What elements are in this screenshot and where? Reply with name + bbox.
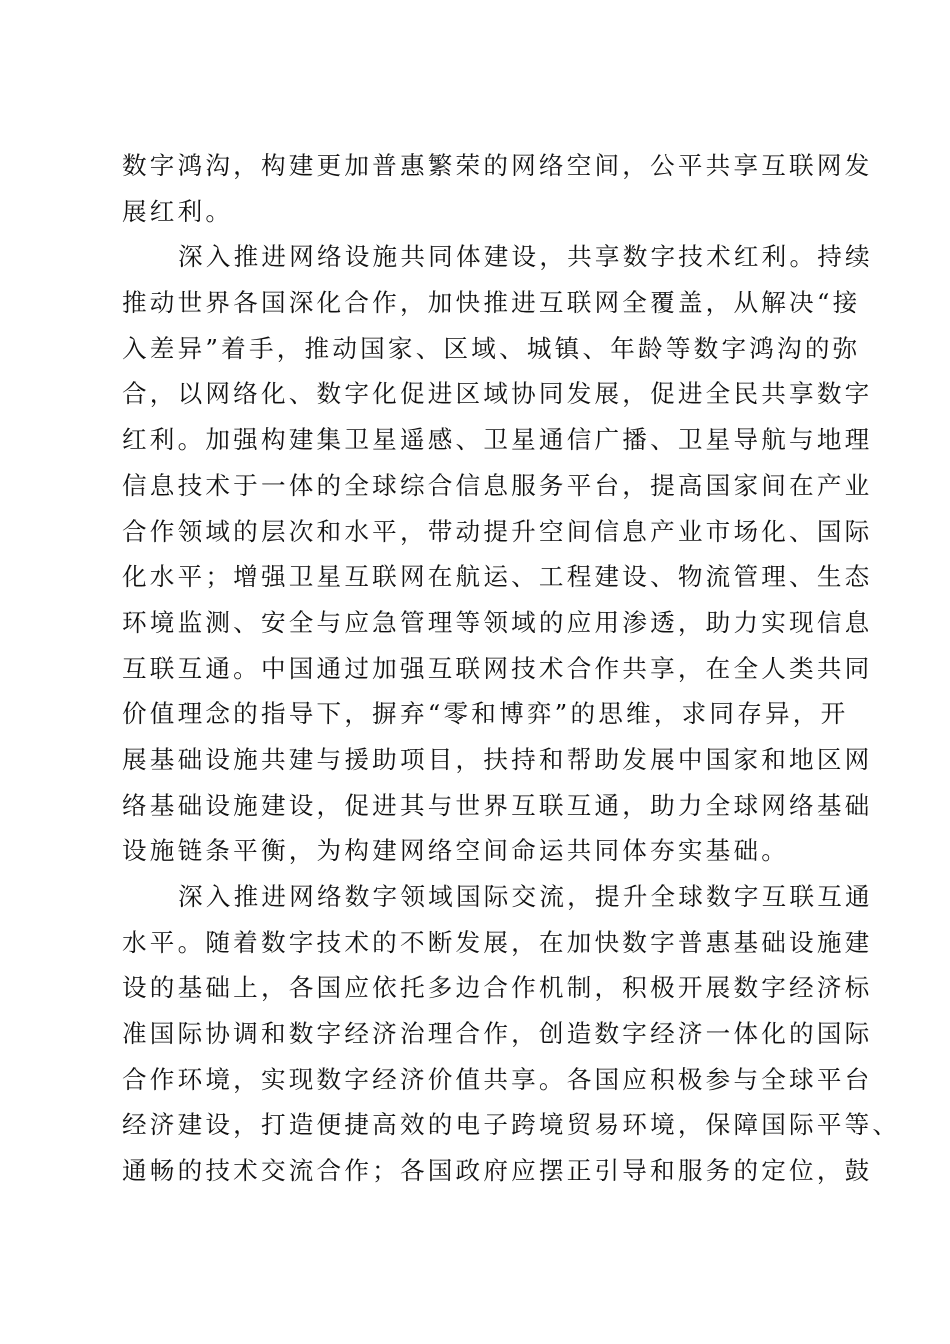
text-line: 入差异”着手，推动国家、区域、城镇、年龄等数字鸿沟的弥 xyxy=(122,333,861,363)
text-line: 设的基础上，各国应依托多边合作机制，积极开展数字经济标 xyxy=(122,973,873,1003)
text-line: 化水平；增强卫星互联网在航运、工程建设、物流管理、生态 xyxy=(122,562,873,592)
text-line: 展红利。 xyxy=(122,196,234,226)
paragraph-start-line: 深入推进网络数字领域国际交流，提升全球数字互联互通 xyxy=(178,882,873,911)
text-line: 信息技术于一体的全球综合信息服务平台，提高国家间在产业 xyxy=(122,470,873,500)
text-line: 推动世界各国深化合作，加快推进互联网全覆盖，从解决“接 xyxy=(122,288,861,318)
text-line: 准国际协调和数字经济治理合作，创造数字经济一体化的国际 xyxy=(122,1019,873,1049)
paragraph-start-line: 深入推进网络设施共同体建设，共享数字技术红利。持续 xyxy=(178,242,873,272)
text-line: 设施链条平衡，为构建网络空间命运共同体夯实基础。 xyxy=(122,836,790,866)
text-line: 环境监测、安全与应急管理等领域的应用渗透，助力实现信息 xyxy=(122,607,873,637)
text-line: 合作领域的层次和水平，带动提升空间信息产业市场化、国际 xyxy=(122,516,873,546)
text-line: 经济建设，打造便捷高效的电子跨境贸易环境，保障国际平等、 xyxy=(122,1110,901,1140)
text-line: 合，以网络化、数字化促进区域协同发展，促进全民共享数字 xyxy=(122,379,873,409)
text-line: 价值理念的指导下，摒弃“零和博弈”的思维，求同存异，开 xyxy=(122,699,849,729)
text-line: 展基础设施共建与援助项目，扶持和帮助发展中国家和地区网 xyxy=(122,744,873,774)
body-text xyxy=(122,143,901,1194)
text-line: 络基础设施建设，促进其与世界互联互通，助力全球网络基础 xyxy=(122,790,873,820)
text-line: 红利。加强构建集卫星遥感、卫星通信广播、卫星导航与地理 xyxy=(122,425,873,455)
text-line: 通畅的技术交流合作；各国政府应摆正引导和服务的定位，鼓 xyxy=(122,1156,873,1186)
text-line: 互联互通。中国通过加强互联网技术合作共享，在全人类共同 xyxy=(122,653,873,683)
text-line: 数字鸿沟，构建更加普惠繁荣的网络空间，公平共享互联网发 xyxy=(122,151,873,180)
text-line: 合作环境，实现数字经济价值共享。各国应积极参与全球平台 xyxy=(122,1064,873,1094)
text-line: 水平。随着数字技术的不断发展，在加快数字普惠基础设施建 xyxy=(122,927,873,957)
